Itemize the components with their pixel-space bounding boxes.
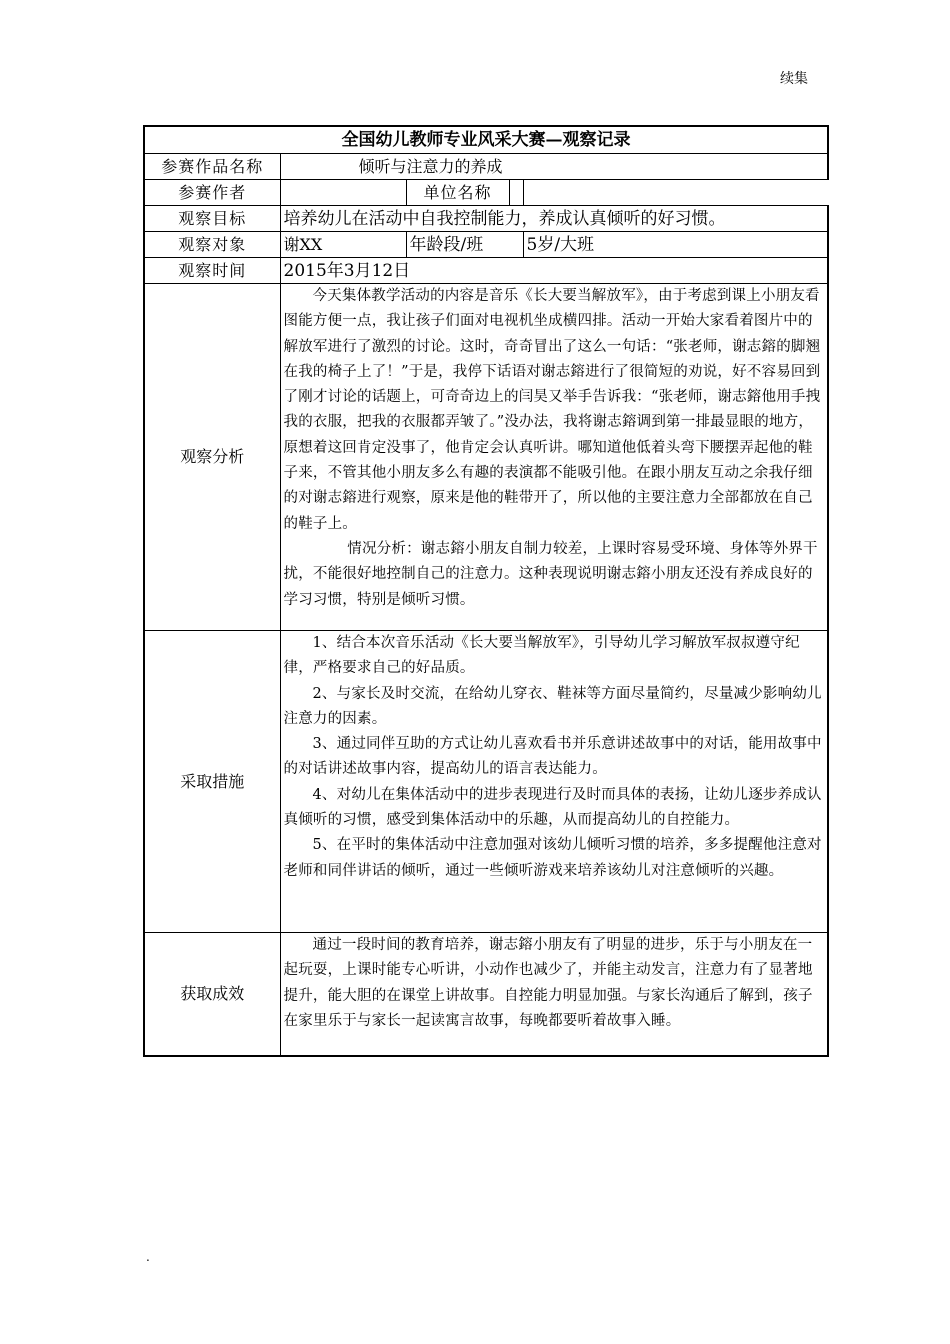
measure-item: 1、结合本次音乐活动《长大要当解放军》，引导幼儿学习解放军叔叔遵守纪律，严格要求自己的好品质。 [283,635,800,677]
author-value [280,180,406,206]
observation-record-table [143,125,829,1057]
unit-value [523,180,828,206]
goal-value: 培养幼儿在活动中自我控制能力，养成认真倾听的好习惯。 [280,206,828,232]
analysis-content [280,284,828,631]
author-label: 参赛作者 [144,180,280,206]
age-label: 年龄段/班 [406,232,523,258]
time-label: 观察时间 [144,258,280,284]
results-content [280,933,828,1057]
measure-item: 2、与家长及时交流，在给幼儿穿衣、鞋袜等方面尽量简约，尽量减少影响幼儿注意力的因素。 [283,685,822,727]
measures-content [280,631,828,933]
subject-value: 谢XX [280,232,406,258]
analysis-label: 观察分析 [144,284,280,631]
analysis-paragraph: 今天集体教学活动的内容是音乐《长大要当解放军》，由于考虑到课上小朋友看图能方便一点，我让孩子们面对电视机坐成横四排。活动一开始大家看着图片中的解放军进行了激烈的讨论。这时，奇奇冒出了这么一句话：“张老师，谢志鎔的脚翘在我的椅子上了！”于是，我停下话语对谢志鎔进行了很简短的劝说，好不容易回到了刚才讨论的话题上，可奇奇边上的闫昊又举手告诉我：“张老师，谢志鎔他用手拽我的衣服，把我的衣服都弄皱了。”没办法，我将谢志鎔调到第一排最显眼的地方，原想着这回肯定没事了，他肯定会认真听讲。哪知道他低着头弯下腰摆弄起他的鞋子来，不管其他小朋友多么有趣的表演都不能吸引他。在跟小朋友互动之余我仔细的对谢志鎔进行观察，原来是他的鞋带开了，所以他的主要注意力全部都放在自己的鞋子上。 [283,288,821,532]
table-title: 全国幼儿教师专业风采大赛—观察记录 [144,126,828,154]
footer-mark: . [146,1250,150,1264]
analysis-paragraph: 情况分析：谢志鎔小朋友自制力较差，上课时容易受环境、身体等外界干扰，不能很好地控制自己的注意力。这种表现说明谢志鎔小朋友还没有养成良好的学习习惯，特别是倾听习惯。 [283,540,818,608]
subject-label: 观察对象 [144,232,280,258]
unit-label: 单位名称 [406,180,509,206]
goal-label: 观察目标 [144,206,280,232]
results-paragraph: 通过一段时间的教育培养，谢志鎔小朋友有了明显的进步，乐于与小朋友在一起玩耍，上课时能专心听讲，小动作也减少了，并能主动发言，注意力有了显著地提升，能大胆的在课堂上讲故事。自控能力明显加强。与家长沟通后了解到，孩子在家里乐于与家长一起读寓言故事，每晚都要听着故事入睡。 [283,937,813,1029]
work-name-label: 参赛作品名称 [144,154,280,180]
results-label: 获取成效 [144,933,280,1057]
measure-item: 4、对幼儿在集体活动中的进步表现进行及时而具体的表扬，让幼儿逐步养成认真倾听的习惯，感受到集体活动中的乐趣，从而提高幼儿的自控能力。 [283,786,822,829]
unit-value-spacer [509,180,523,206]
header-note: 续集 [780,71,808,87]
work-name-value: 倾听与注意力的养成 [280,154,828,180]
time-value: 2015年3月12日 [280,258,828,284]
measure-item: 3、通过同伴互助的方式让幼儿喜欢看书并乐意讲述故事中的对话，能用故事中的对话讲述故事内容，提高幼儿的语言表达能力。 [283,736,822,778]
measure-item: 5、在平时的集体活动中注意加强对该幼儿倾听习惯的培养，多多提醒他注意对老师和同伴讲话的倾听，通过一些倾听游戏来培养该幼儿对注意倾听的兴趣。 [283,837,822,879]
measures-label: 采取措施 [144,631,280,933]
age-value: 5岁/大班 [523,232,828,258]
